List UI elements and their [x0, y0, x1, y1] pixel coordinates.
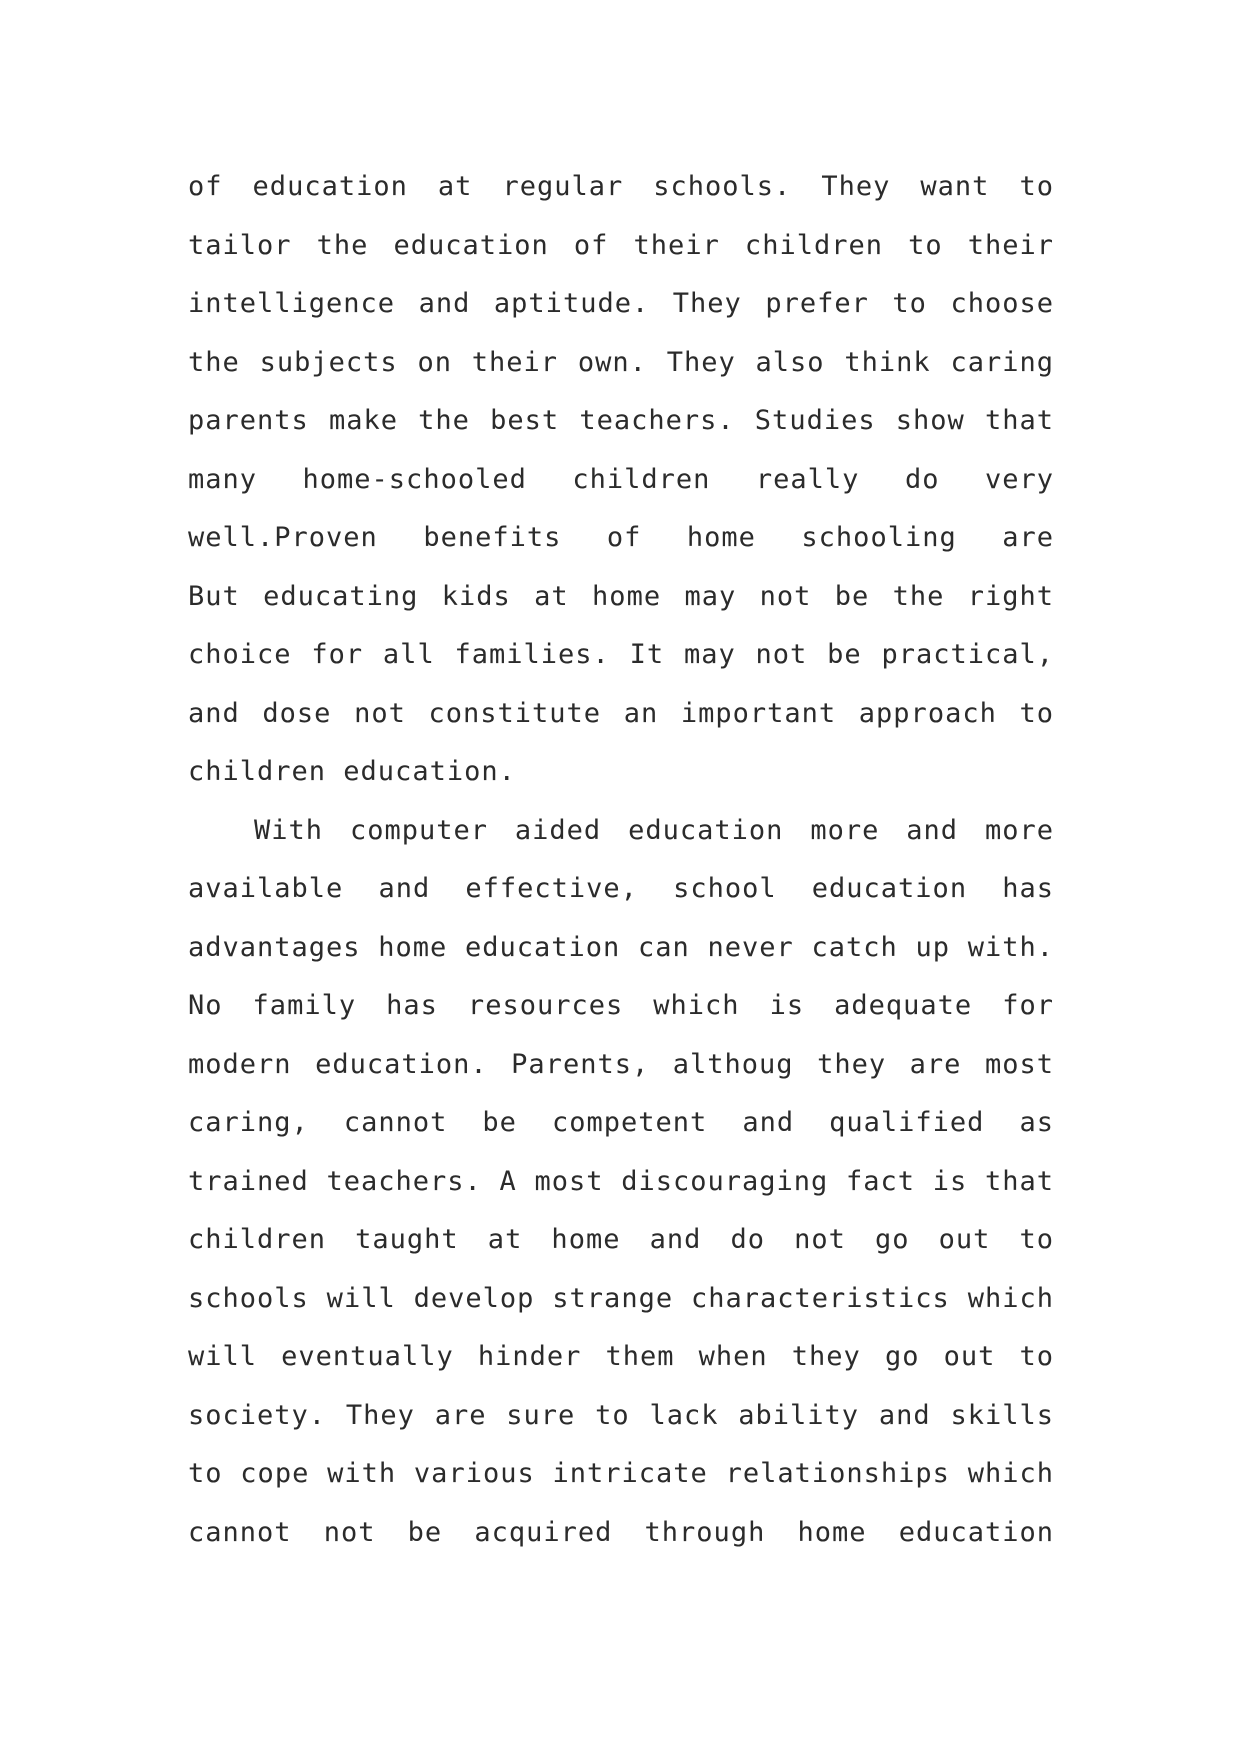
text-line: to cope with various intricate relationships which [188, 1458, 1054, 1489]
text-line: available and effective, school education has [188, 873, 1054, 904]
text-line: advantages home education can never catch up with. [188, 931, 1054, 963]
text-line: With computer aided education more and more [254, 814, 1054, 846]
text-line: But educating kids at home may not be the right [188, 580, 1054, 612]
text-line: intelligence and aptitude. They prefer to choose [188, 288, 1054, 319]
text-line: children education. [188, 756, 516, 787]
text-line: of education at regular schools. They want to [188, 171, 1054, 202]
body-text [188, 158, 1054, 1562]
text-line: will eventually hinder them when they go out to [188, 1341, 1054, 1372]
text-line: tailor the education of their children to their [188, 229, 1054, 261]
text-line: No family has resources which is adequate for [188, 990, 1054, 1021]
text-line: and dose not constitute an important approach to [188, 697, 1054, 729]
text-line: the subjects on their own. They also think caring [188, 346, 1054, 378]
text-line: parents make the best teachers. Studies show that [188, 405, 1054, 436]
text-line: children taught at home and do not go out to [188, 1224, 1054, 1255]
text-line: cannot not be acquired through home education [188, 1516, 1054, 1548]
text-line: modern education. Parents, althoug they are most [188, 1048, 1054, 1080]
text-line: schools will develop strange characteristics which [188, 1282, 1054, 1314]
text-line: many home-schooled children really do very [188, 463, 1054, 495]
text-line: choice for all families. It may not be practical, [188, 639, 1054, 670]
text-line: well.Proven benefits of home schooling are [188, 522, 1054, 553]
text-line: society. They are sure to lack ability and skills [188, 1399, 1054, 1431]
text-line: trained teachers. A most discouraging fact is that [188, 1165, 1054, 1197]
text-line: caring, cannot be competent and qualified as [188, 1107, 1054, 1138]
